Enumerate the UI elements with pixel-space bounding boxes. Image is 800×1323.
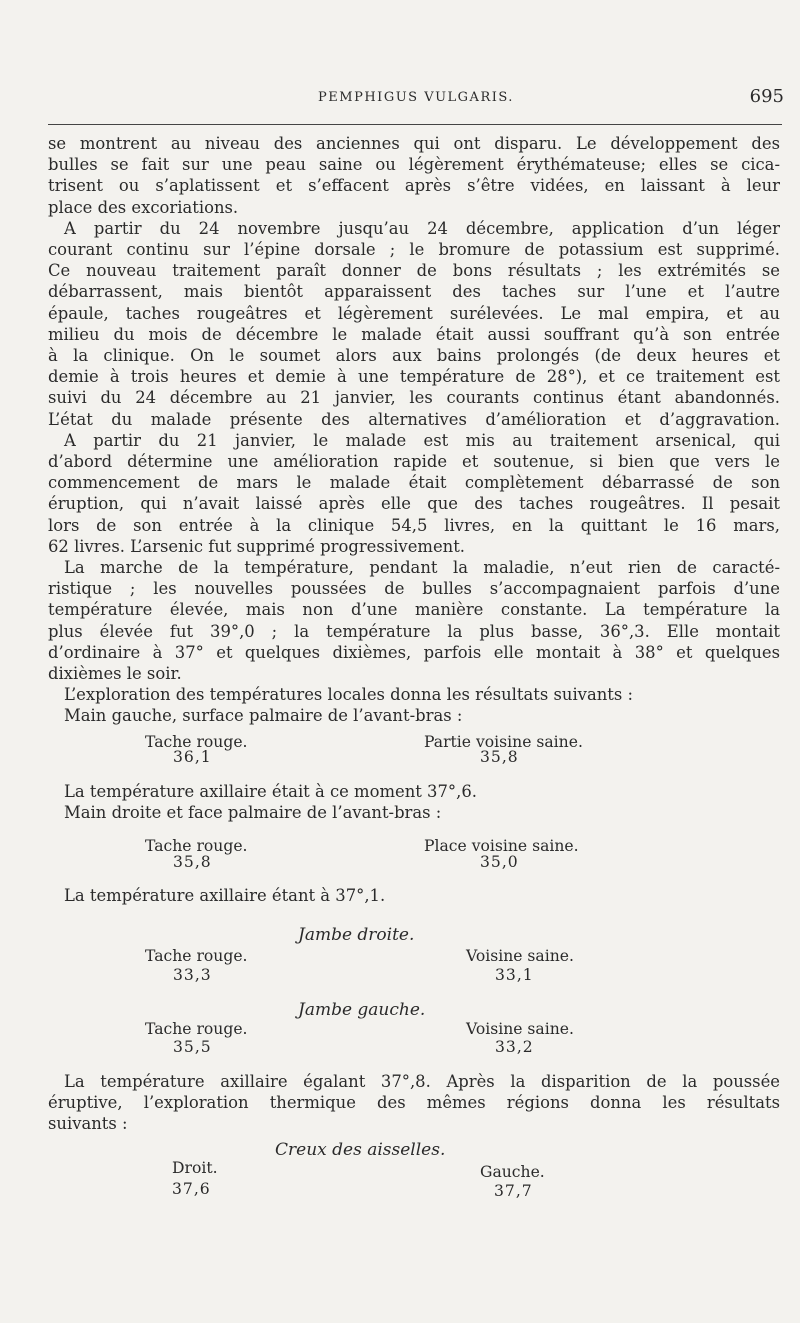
text-line: d’ordinaire à 37° et quelques dixièmes, parfois elle montait à 38° et quelques <box>48 642 780 662</box>
m3-right-label: Voisine saine. <box>466 947 574 965</box>
m3-left-label: Tache rouge. <box>145 947 248 965</box>
m5-left-label: Droit. <box>172 1159 218 1177</box>
text-line: suivi du 24 décembre au 21 janvier, les courants continus étant abandonnés. <box>48 388 780 408</box>
m2-left-value: 35,8 <box>173 853 212 871</box>
measurement-intro-2: Main droite et face palmaire de l’avant-bras : <box>64 803 442 822</box>
m4-left-label: Tache rouge. <box>145 1020 248 1038</box>
m2-left-label: Tache rouge. <box>145 837 248 855</box>
text-line: place des excoriations. <box>48 197 239 217</box>
m1-right-value: 35,8 <box>480 748 519 766</box>
section-title-armpits: Creux des aisselles. <box>275 1140 446 1160</box>
text-line: suivants : <box>48 1114 128 1134</box>
m2-right-label: Place voisine saine. <box>424 837 579 855</box>
m1-left-label: Tache rouge. <box>145 733 248 751</box>
final-paragraph <box>48 1071 780 1135</box>
page-number: 695 <box>749 86 784 107</box>
text-line: courant continu sur l’épine dorsale ; le bromure de potassium est supprimé. <box>48 240 780 260</box>
main-text <box>48 133 780 727</box>
text-line: La température axillaire égalant 37°,8. Après la disparition de la poussée <box>64 1072 780 1091</box>
text-line: Main gauche, surface palmaire de l’avant-bras : <box>64 706 463 726</box>
text-line: dixièmes le soir. <box>48 664 182 684</box>
text-line: se montrent au niveau des anciennes qui ont disparu. Le développement des <box>48 134 780 153</box>
page-header <box>48 86 784 112</box>
text-line: lors de son entrée à la clinique 54,5 livres, en la quittant le 16 mars, <box>48 515 780 535</box>
text-line: température élevée, mais non d’une manière constante. La température la <box>48 600 780 620</box>
m3-left-value: 33,3 <box>173 966 212 984</box>
text-line: La marche de la température, pendant la maladie, n’eut rien de caracté- <box>64 558 780 578</box>
m1-left-value: 36,1 <box>173 748 212 766</box>
text-line: bulles se fait sur une peau saine ou légèrement érythémateuse; elles se cica- <box>48 155 780 175</box>
text-line: à la clinique. On le soumet alors aux bains prolongés (de deux heures et <box>48 346 780 366</box>
m2-right-value: 35,0 <box>480 853 519 871</box>
text-line: trisent ou s’aplatissent et s’effacent après s’être vidées, en laissant à leur <box>48 176 780 196</box>
m4-left-value: 35,5 <box>173 1038 212 1056</box>
text-line: L’exploration des températures locales donna les résultats suivants : <box>64 685 634 705</box>
text-line: débarrassent, mais bientôt apparaissent des taches sur l’une et l’autre <box>48 282 780 302</box>
m3-right-value: 33,1 <box>495 966 534 984</box>
text-line: plus élevée fut 39°,0 ; la température la plus basse, 36°,3. Elle montait <box>48 621 780 641</box>
m5-left-value: 37,6 <box>172 1180 211 1198</box>
text-line: éruption, qui n’avait laissé après elle que des taches rougeâtres. Il pesait <box>48 494 780 514</box>
section-title-right-leg: Jambe droite. <box>298 925 415 945</box>
text-line: demie à trois heures et demie à une température de 28°), et ce traitement est <box>48 367 780 387</box>
text-line: 62 livres. L’arsenic fut supprimé progressivement. <box>48 536 465 556</box>
text-line: L’état du malade présente des alternatives d’amélioration et d’aggravation. <box>48 409 780 429</box>
text-line: d’abord détermine une amélioration rapide et soutenue, si bien que vers le <box>48 452 780 472</box>
text-line: ristique ; les nouvelles poussées de bulles s’accompagnaient parfois d’une <box>48 579 780 599</box>
m4-right-label: Voisine saine. <box>466 1020 574 1038</box>
axillary-temperature-2: La température axillaire étant à 37°,1. <box>64 886 386 905</box>
m5-right-value: 37,7 <box>494 1182 533 1200</box>
axillary-temperature-1: La température axillaire était à ce moment 37°,6. <box>64 782 477 801</box>
text-line: commencement de mars le malade était complètement débarrassé de son <box>48 473 780 493</box>
text-line: milieu du mois de décembre le malade était aussi souffrant qu’à son entrée <box>48 324 780 344</box>
text-line: A partir du 24 novembre jusqu’au 24 décembre, application d’un léger <box>64 218 780 238</box>
text-line: Ce nouveau traitement paraît donner de bons résultats ; les extrémités se <box>48 261 780 281</box>
header-rule <box>48 124 782 125</box>
text-line: éruptive, l’exploration thermique des mêmes régions donna les résultats <box>48 1093 780 1113</box>
text-line: épaule, taches rougeâtres et légèrement surélevées. Le mal empira, et au <box>48 303 780 323</box>
text-line: A partir du 21 janvier, le malade est mis au traitement arsenical, qui <box>64 430 780 450</box>
m5-right-label: Gauche. <box>480 1163 545 1181</box>
m4-right-value: 33,2 <box>495 1038 534 1056</box>
running-title: PEMPHIGUS VULGARIS. <box>318 90 514 105</box>
section-title-left-leg: Jambe gauche. <box>298 1000 426 1020</box>
m1-right-label: Partie voisine saine. <box>424 733 583 751</box>
